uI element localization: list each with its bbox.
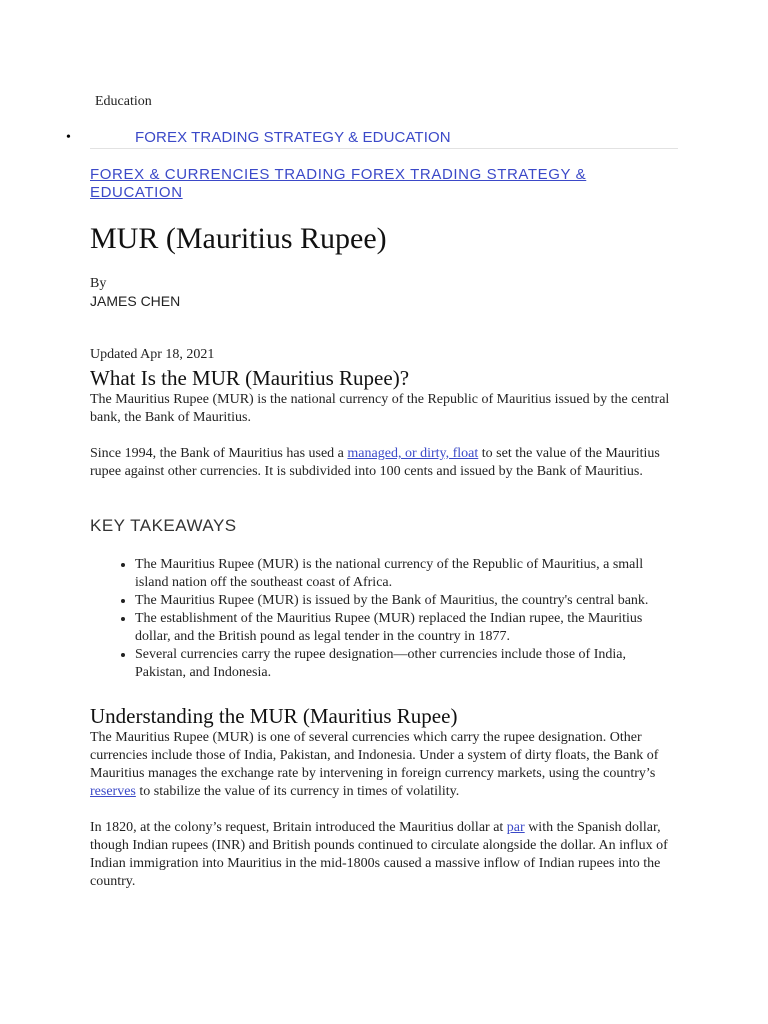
link-managed-float[interactable]: managed, or dirty, float — [347, 446, 479, 461]
category-link-forex-currencies[interactable]: FOREX & CURRENCIES TRADING — [90, 166, 351, 183]
updated-date: Updated Apr 18, 2021 — [90, 347, 215, 362]
section-heading-understanding: Understanding the MUR (Mauritius Rupee) — [90, 704, 458, 728]
key-takeaways-list — [90, 556, 670, 682]
nav-link-forex-strategy[interactable]: FOREX TRADING STRATEGY & EDUCATION — [135, 129, 451, 146]
list-item: • The Mauritius Rupee (MUR) is the national currency of the Republic of Mauritius, a small island nation off the southeast coast of Africa. — [135, 556, 670, 592]
paragraph-understanding — [90, 729, 680, 801]
list-item: • The establishment of the Mauritius Rupee (MUR) replaced the Indian rupee, the Mauritius dollar, and the British pound as legal tender in the country in 1877. — [135, 610, 670, 646]
category-links — [90, 166, 650, 202]
key-takeaways-heading: KEY TAKEAWAYS — [90, 516, 237, 535]
paragraph-text: with the Spanish dollar, though Indian rupees (INR) and British pounds continued to circulate alongside the dollar. An influx of Indian immigration into Mauritius in the mid-1800s caused a massive inflow of Indian rupees into the country. — [90, 820, 668, 889]
paragraph-history — [90, 819, 680, 891]
section-heading-what-is: What Is the MUR (Mauritius Rupee)? — [90, 366, 410, 390]
author-link[interactable]: JAMES CHEN — [90, 293, 181, 309]
link-par[interactable]: par — [506, 820, 525, 835]
paragraph-intro: The Mauritius Rupee (MUR) is the national currency of the Republic of Mauritius issued by the central bank, the Bank of Mauritius. — [90, 392, 670, 425]
nav-bullet: • — [66, 130, 71, 145]
paragraph-text: In 1820, at the colony’s request, Britain introduced the Mauritius dollar at — [90, 820, 507, 835]
paragraph-float — [90, 445, 680, 481]
paragraph-text: to set the value of the Mauritius rupee against other currencies. It is subdivided into 100 cents and issued by the Bank of Mauritius. — [90, 446, 660, 479]
byline-label: By — [90, 276, 107, 291]
breadcrumb-education[interactable]: Education — [95, 94, 152, 109]
paragraph-text: The Mauritius Rupee (MUR) is one of several currencies which carry the rupee designation. Other currencies include those of India, Pakistan, and Indonesia. Under a system of dirty floats, the Bank of Mauritius manages the exchange rate by intervening in foreign currency markets, using the country’s — [90, 730, 659, 781]
list-item: • Several currencies carry the rupee designation—other currencies include those of India, Pakistan, and Indonesia. — [135, 646, 670, 682]
paragraph-text: to stabilize the value of its currency in times of volatility. — [135, 784, 460, 799]
paragraph-text: Since 1994, the Bank of Mauritius has used a — [90, 446, 348, 461]
link-reserves[interactable]: reserves — [90, 784, 136, 799]
divider — [90, 148, 678, 149]
page-title: MUR (Mauritius Rupee) — [90, 222, 387, 255]
list-item: • The Mauritius Rupee (MUR) is issued by the Bank of Mauritius, the country's central bank. — [135, 592, 670, 610]
category-link-forex-strategy[interactable]: FOREX TRADING STRATEGY & EDUCATION — [90, 166, 587, 201]
